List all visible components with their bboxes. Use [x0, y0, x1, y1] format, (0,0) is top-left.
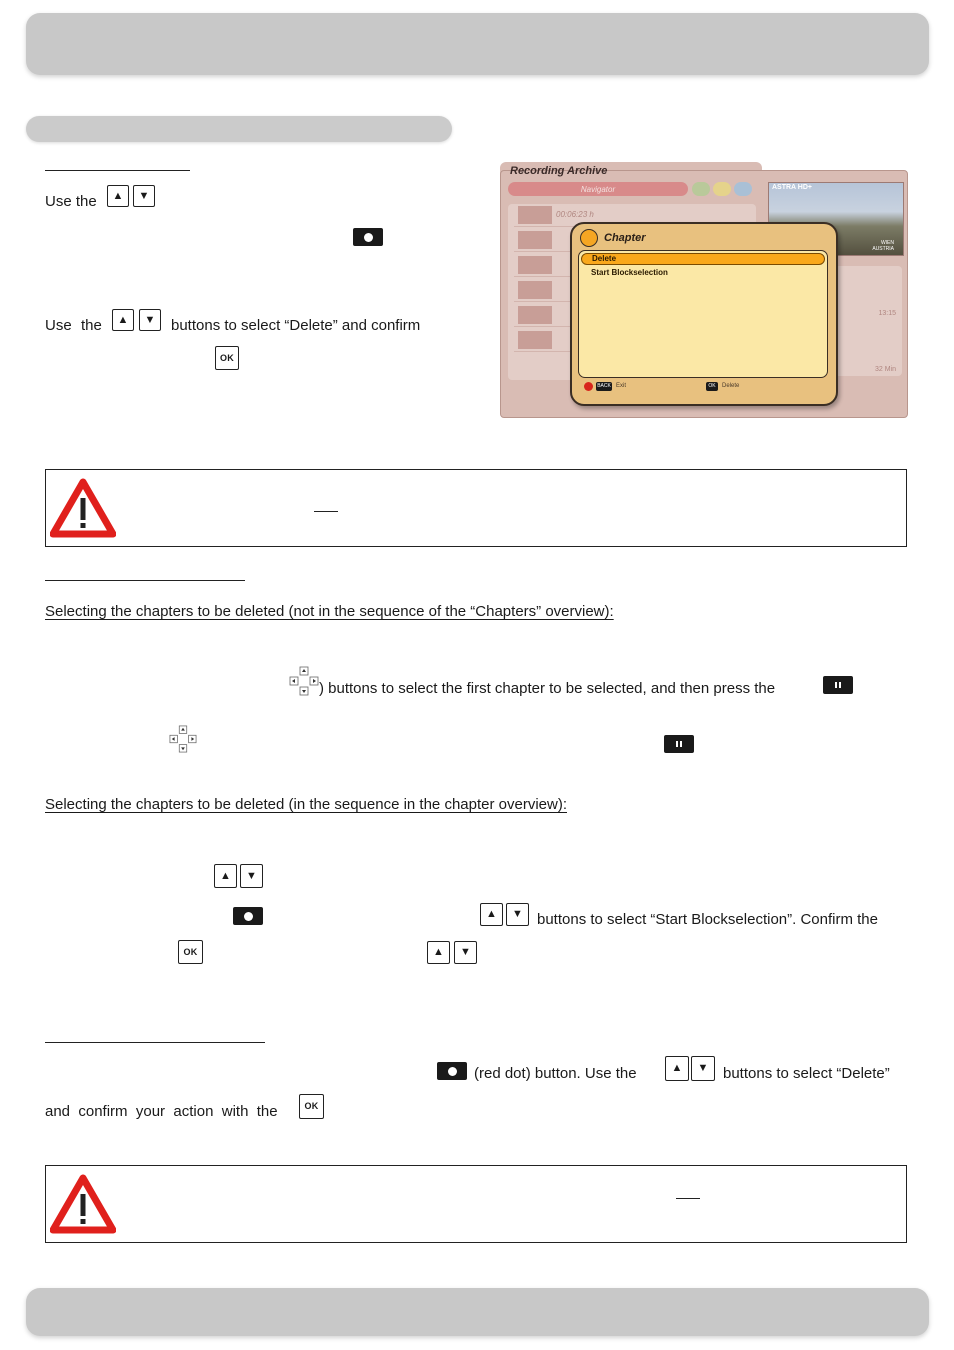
ok-key-icon: OK	[299, 1094, 324, 1119]
thumbnail	[518, 256, 552, 274]
thumbnail	[518, 281, 552, 299]
ok-key-icon: OK	[215, 346, 239, 370]
warning-box	[45, 1165, 907, 1243]
info-time: 13:15	[878, 310, 896, 317]
channel-name: ASTRA HD+	[772, 184, 812, 191]
thumbnail	[518, 306, 552, 324]
instruction-text-word: the	[81, 317, 102, 334]
up-key-icon: ▲	[665, 1056, 689, 1081]
up-key-icon: ▲	[480, 903, 503, 926]
blue-pill	[734, 182, 752, 196]
screenshot-title: Recording Archive	[510, 165, 608, 177]
preview-caption: WIEN AUSTRIA	[872, 240, 894, 252]
subheading-sequence: Selecting the chapters to be deleted (in the sequence in the chapter overview):	[45, 796, 567, 813]
footer-bar	[26, 1288, 929, 1336]
instruction-text: buttons to select “Delete”	[723, 1065, 890, 1082]
thumbnail	[518, 231, 552, 249]
up-key-icon: ▲	[107, 185, 129, 207]
thumbnail	[518, 331, 552, 349]
recording-archive-screenshot	[500, 162, 908, 418]
warning-icon	[50, 1174, 116, 1234]
list-time: 00:06:23 h	[556, 210, 594, 219]
footer-delete-label: Delete	[722, 383, 740, 389]
chapter-dialog	[570, 222, 838, 406]
up-key-icon: ▲	[112, 309, 134, 331]
green-pill	[692, 182, 710, 196]
dialog-footer	[584, 382, 824, 394]
back-key-icon: BACK	[597, 383, 611, 389]
menu-item-start-blockselection[interactable]: Start Blockselection	[591, 268, 668, 277]
pause-key-icon	[823, 676, 853, 694]
down-key-icon: ▼	[454, 941, 477, 964]
pause-key-icon	[664, 735, 694, 753]
yellow-pill	[713, 182, 731, 196]
down-key-icon: ▼	[133, 185, 155, 207]
heading-rule	[45, 1042, 265, 1043]
up-key-icon: ▲	[214, 864, 237, 888]
underline-mark	[676, 1198, 700, 1199]
navigator-bar: Navigator	[508, 182, 688, 196]
instruction-text: and confirm your action with the	[45, 1103, 278, 1120]
up-key-icon: ▲	[427, 941, 450, 964]
ok-key-icon: OK	[706, 382, 718, 391]
info-duration: 32 Min	[874, 366, 896, 373]
instruction-text: (red dot) button. Use the	[474, 1065, 637, 1082]
underline-mark	[314, 511, 338, 512]
record-key-icon	[353, 228, 383, 246]
down-key-icon: ▼	[240, 864, 263, 888]
footer-exit-label: Exit	[616, 383, 627, 389]
warning-box	[45, 469, 907, 547]
chapter-icon	[580, 229, 598, 247]
instruction-text: buttons to select “Start Blockselection”. Confirm the	[537, 911, 878, 928]
heading-rule	[45, 580, 245, 581]
subheading-unordered: Selecting the chapters to be deleted (not in the sequence of the “Chapters” overview):	[45, 603, 614, 620]
dialog-menu	[578, 250, 828, 378]
record-key-icon	[233, 907, 263, 925]
down-key-icon: ▼	[506, 903, 529, 926]
thumbnail	[518, 206, 552, 224]
instruction-text: Use the	[45, 193, 97, 210]
header-bar	[26, 13, 929, 75]
navigation-cross-icon	[289, 666, 319, 696]
down-key-icon: ▼	[139, 309, 161, 331]
heading-rule	[45, 170, 190, 171]
down-key-icon: ▼	[691, 1056, 715, 1081]
menu-item-delete[interactable]: Delete	[581, 253, 825, 265]
navigation-cross-icon	[169, 724, 197, 754]
ok-key-icon: OK	[178, 940, 203, 964]
instruction-text: buttons to select “Delete” and confirm	[171, 317, 421, 334]
instruction-text: ) buttons to select the first chapter to be selected, and then press the	[319, 680, 776, 697]
red-dot-key-icon	[437, 1062, 467, 1080]
warning-icon	[50, 478, 116, 538]
red-dot-icon	[584, 382, 593, 391]
instruction-text-word: Use	[45, 317, 72, 334]
section-title-bar	[26, 116, 452, 142]
dialog-title: Chapter	[604, 232, 646, 244]
